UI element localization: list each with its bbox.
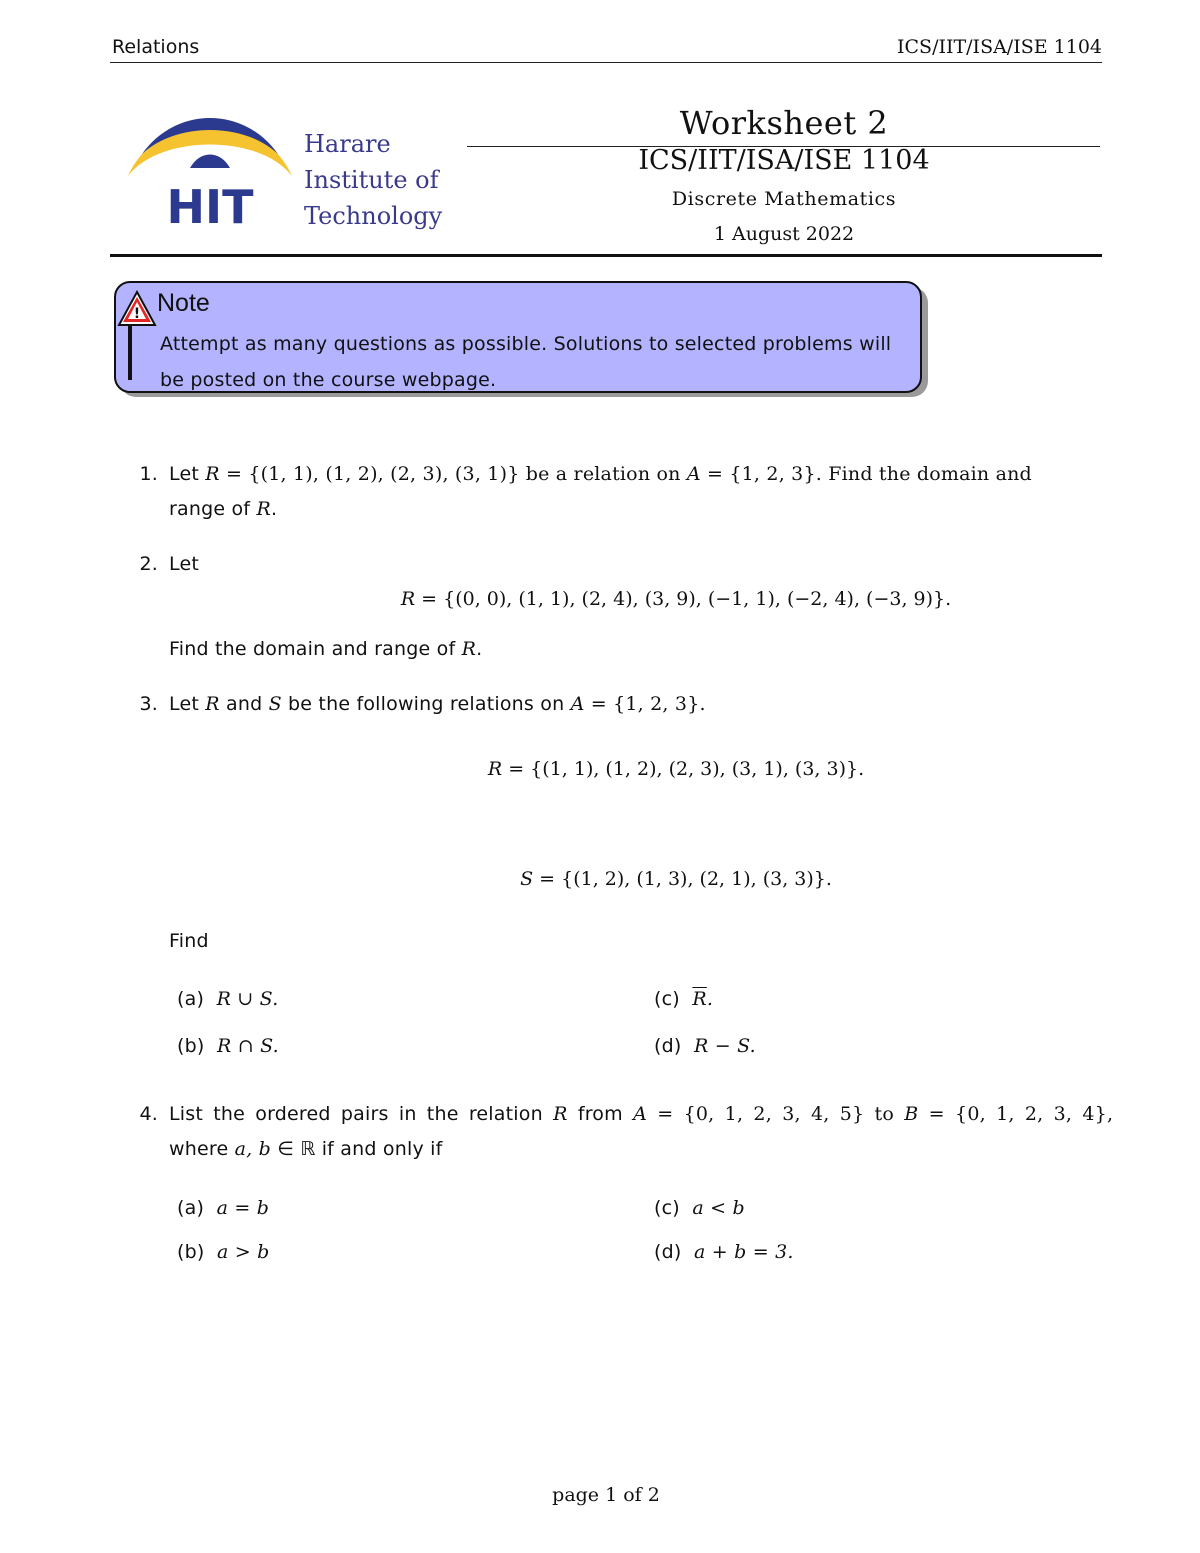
note-title: Note — [157, 289, 210, 317]
question-4-line-1: List the ordered pairs in the relation R from A = {0, 1, 2, 3, 4, 5} to B = {0, 1, 2, 3, 4}, — [169, 1103, 1114, 1125]
note-side-bar — [128, 326, 132, 380]
relation-S-equation: S = {(1, 2), (1, 3), (2, 1), (3, 3)}. — [520, 868, 832, 890]
logo-acronym: HIT — [166, 180, 254, 234]
course-code: ICS/IIT/ISA/ISE 1104 — [638, 145, 930, 176]
question-4-part-c: (c) a < b — [654, 1197, 745, 1219]
worksheet-title: Worksheet 2 — [679, 104, 889, 142]
institution-name-line2: Institute of — [304, 166, 439, 194]
note-text: Attempt as many questions as possible. Solutions to selected problems will be posted on the course webpage. — [160, 333, 892, 391]
question-number: 1. — [139, 463, 158, 485]
question-4-part-d: (d) a + b = 3. — [654, 1241, 794, 1263]
question-3-intro: Let R and S be the following relations on A = {1, 2, 3}. — [169, 693, 706, 715]
question-3-part-c: (c) $\overline{R}$. — [654, 988, 714, 1010]
svg-text:!: ! — [133, 306, 141, 322]
warning-icon — [117, 290, 157, 328]
question-number: 2. — [139, 553, 158, 575]
question-3-part-d: (d) R − S. — [654, 1035, 756, 1057]
question-4-line-2: where a, b ∈ ℝ if and only if — [169, 1138, 443, 1160]
hit-logo-mark — [120, 110, 300, 240]
header-rule — [110, 62, 1102, 63]
find-label: Find — [169, 930, 209, 952]
subject-name: Discrete Mathematics — [671, 188, 897, 210]
title-thick-rule — [110, 254, 1102, 257]
question-number: 4. — [139, 1103, 158, 1125]
institution-logo — [120, 110, 460, 240]
question-3-part-b: (b) R ∩ S. — [177, 1035, 279, 1057]
question-2-equation: R = {(0, 0), (1, 1), (2, 4), (3, 9), (−1, 1), (−2, 4), (−3, 9)}. — [400, 588, 952, 610]
question-2-intro: Let — [169, 553, 199, 575]
running-header-right: ICS/IIT/ISA/ISE 1104 — [897, 36, 1102, 58]
institution-name-line1: Harare — [304, 130, 391, 158]
question-1-line-2: range of R. — [169, 498, 278, 520]
running-header-left: Relations — [112, 36, 200, 58]
question-3-part-a: (a) R ∪ S. — [177, 988, 279, 1010]
worksheet-date: 1 August 2022 — [713, 223, 855, 245]
institution-name-line3: Technology — [304, 202, 443, 230]
page-number: page 1 of 2 — [552, 1484, 660, 1506]
question-1-line-1: Let R = {(1, 1), (1, 2), (2, 3), (3, 1)} be a relation on A = {1, 2, 3}. Find the domain and — [169, 463, 1032, 485]
question-4-part-a: (a) a = b — [177, 1197, 270, 1219]
question-4-part-b: (b) a > b — [177, 1241, 270, 1263]
question-2-after: Find the domain and range of R. — [169, 638, 483, 660]
relation-R-equation: R = {(1, 1), (1, 2), (2, 3), (3, 1), (3, 3)}. — [487, 758, 865, 780]
question-number: 3. — [139, 693, 158, 715]
